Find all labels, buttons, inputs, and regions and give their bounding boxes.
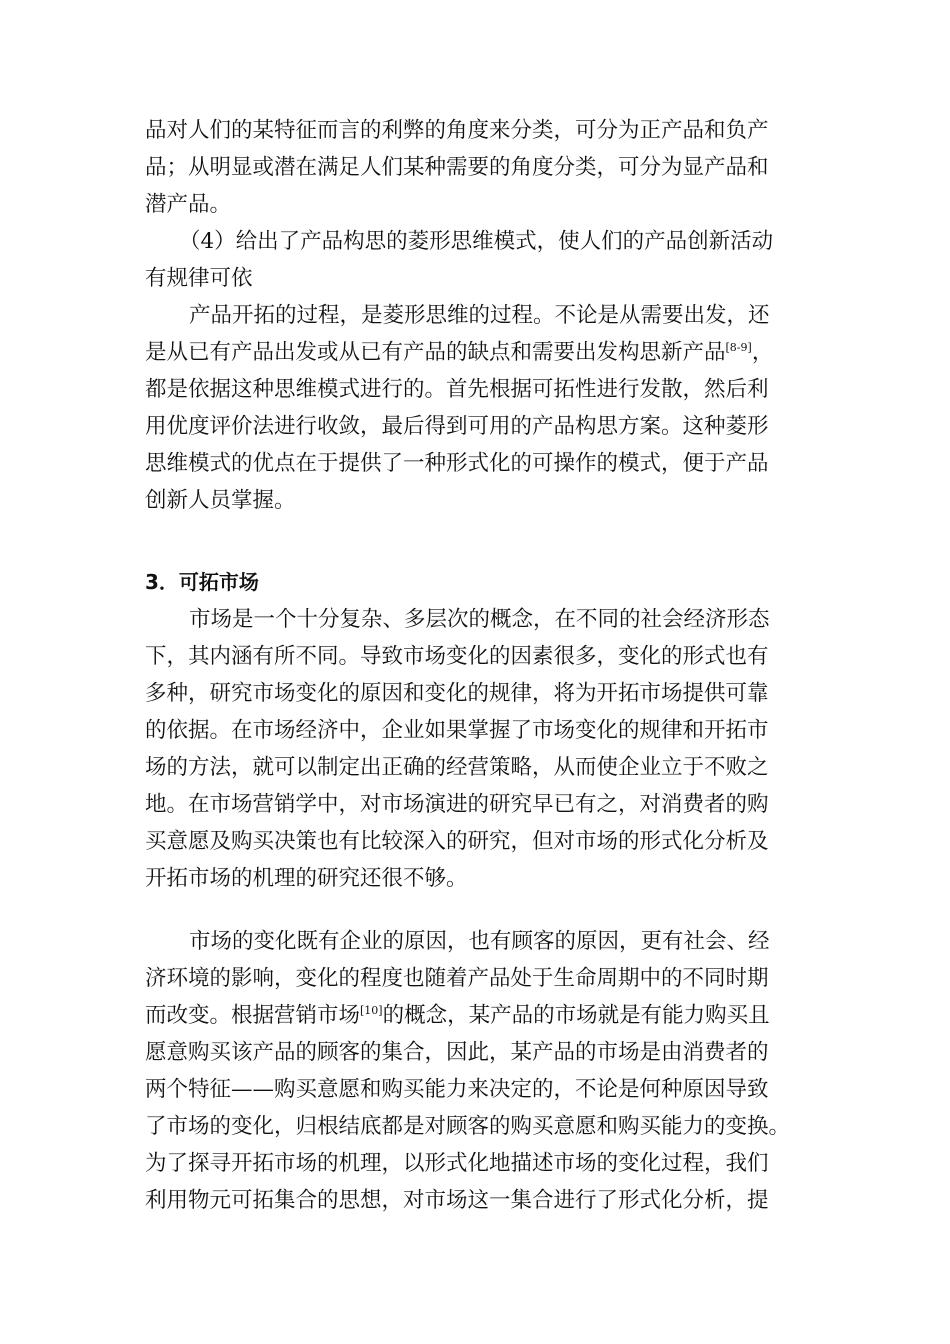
text-line: （4）给出了产品构思的菱形思维模式，使人们的产品创新活动 — [179, 229, 774, 254]
paragraph-product-classification — [145, 112, 815, 223]
text-line: 场的方法，就可以制定出正确的经营策略，从而使企业立于不败之 — [145, 755, 769, 780]
text-line: 下，其内涵有所不同。导致市场变化的因素很多，变化的形式也有 — [145, 644, 769, 669]
paragraph-market-concept — [145, 601, 815, 897]
text-line: 的依据。在市场经济中，企业如果掌握了市场变化的规律和开拓市 — [145, 718, 769, 743]
text-line: 品对人们的某特征而言的利弊的角度来分类，可分为正产品和负产 — [145, 118, 769, 143]
text-line: 利用物元可拓集合的思想，对市场这一集合进行了形式化分析，提 — [145, 1188, 769, 1213]
text-line: 用优度评价法进行收敛，最后得到可用的产品构思方案。这种菱形 — [145, 414, 769, 439]
citation-ref[interactable]: [8-9] — [725, 341, 752, 354]
citation-ref[interactable]: [10] — [360, 1004, 383, 1017]
text-segment: 的概念，某产品的市场就是有能力购买且 — [382, 1003, 770, 1028]
text-line: 有规律可依 — [145, 266, 253, 291]
text-line: 市场是一个十分复杂、多层次的概念，在不同的社会经济形态 — [189, 607, 770, 632]
paragraph-market-change — [145, 923, 815, 1219]
section-heading: 3．可拓市场 — [145, 570, 259, 594]
text-line: 地。在市场营销学中，对市场演进的研究早已有之，对消费者的购 — [145, 792, 769, 817]
text-line: 市场的变化既有企业的原因，也有顾客的原因，更有社会、经 — [189, 929, 770, 954]
text-line — [145, 997, 815, 1034]
text-line: 思维模式的优点在于提供了一种形式化的可操作的模式，便于产品 — [145, 451, 769, 476]
list-item-4 — [145, 223, 815, 297]
text-line: 多种，研究市场变化的原因和变化的规律，将为开拓市场提供可靠 — [145, 681, 769, 706]
text-segment: 而改变。根据营销市场 — [145, 1003, 361, 1028]
text-line: 两个特征——购买意愿和购买能力来决定的，不论是何种原因导致 — [145, 1077, 769, 1102]
text-line: 买意愿及购买决策也有比较深入的研究，但对市场的形式化分析及 — [145, 829, 769, 854]
text-segment: ， — [751, 340, 774, 365]
text-line: 都是依据这种思维模式进行的。首先根据可拓性进行发散，然后利 — [145, 377, 769, 402]
document-page — [145, 112, 815, 1219]
text-line: 产品开拓的过程，是菱形思维的过程。不论是从需要出发，还 — [189, 303, 770, 328]
text-line: 品；从明显或潜在满足人们某种需要的角度分类，可分为显产品和 — [145, 155, 769, 180]
text-line: 创新人员掌握。 — [145, 488, 296, 513]
text-line: 了市场的变化，归根结底都是对顾客的购买意愿和购买能力的变换。 — [145, 1114, 791, 1139]
text-segment: 是从已有产品出发或从已有产品的缺点和需要出发构思新产品 — [145, 340, 726, 365]
paragraph-diamond-thinking — [145, 297, 815, 519]
text-line — [145, 334, 815, 371]
text-line: 潜产品。 — [145, 192, 232, 217]
text-line: 愿意购买该产品的顾客的集合，因此，某产品的市场是由消费者的 — [145, 1040, 769, 1065]
text-line: 开拓市场的机理的研究还很不够。 — [145, 866, 468, 891]
text-line: 为了探寻开拓市场的机理，以形式化地描述市场的变化过程，我们 — [145, 1151, 769, 1176]
text-line: 济环境的影响，变化的程度也随着产品处于生命周期中的不同时期 — [145, 966, 769, 991]
